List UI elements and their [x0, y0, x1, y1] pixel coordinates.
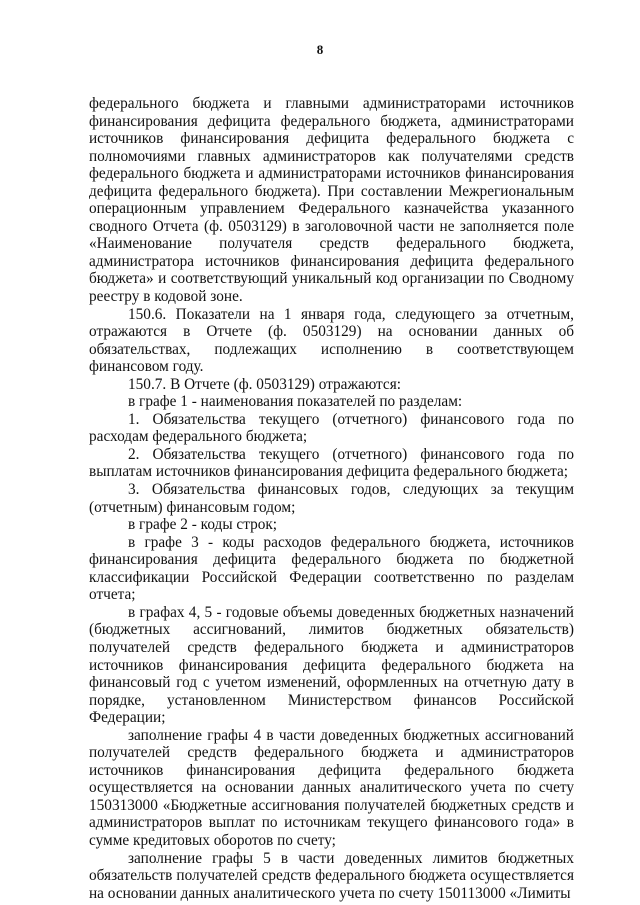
paragraph: заполнение графы 5 в части доведенных лимитов бюджетных обязательств получателей средств федерального бюджета осуществляется на основании данных аналитического учета по счету 150113000 «Лимиты	[89, 849, 574, 902]
paragraph: заполнение графы 4 в части доведенных бюджетных ассигнований получателей средств федерального бюджета и администраторов источников финансирования дефицита федерального бюджета осуществляется на основании данных аналитического учета по счету 150313000 «Бюджетные ассигнования получателей бюджетных средств и администраторов выплат по источникам текущего финансового года» в сумме кредитовых оборотов по счету;	[89, 726, 574, 849]
body-text	[89, 95, 574, 902]
paragraph: в графе 2 - коды строк;	[128, 516, 278, 534]
paragraph: в графе 1 - наименования показателей по разделам:	[128, 393, 463, 411]
paragraph: в графах 4, 5 - годовые объемы доведенных бюджетных назначений (бюджетных ассигнований, лимитов бюджетных обязательств) получателей средств федерального бюджета и администраторов источников финансирования дефицита федерального бюджета на финансовый год с учетом изменений, оформленных на отчетную дату в порядке, установленном Министерством финансов Российской Федерации;	[89, 603, 574, 727]
paragraph: 3. Обязательства финансовых годов, следующих за текущим (отчетным) финансовым годом;	[89, 481, 574, 516]
paragraph: 150.6. Показатели на 1 января года, следующего за отчетным, отражаются в Отчете (ф. 0503129) на основании данных об обязательствах, подлежащих исполнению в соответствующем финансовом году.	[89, 305, 574, 376]
paragraph: 150.7. В Отчете (ф. 0503129) отражаются:	[128, 375, 402, 393]
paragraph: в графе 3 - коды расходов федерального бюджета, источников финансирования дефицита федерального бюджета по бюджетной классификации Российской Федерации соответственно по разделам отчета;	[89, 533, 574, 604]
paragraph: федерального бюджета и главными администраторами источников финансирования дефицита федерального бюджета, администраторами источников финансирования дефицита федерального бюджета с полномочиями главных администраторов как получателями средств федерального бюджета и администраторами источников финансирования дефицита федерального бюджета). При составлении Межрегиональным операционным управлением Федерального казначейства указанного сводного Отчета (ф. 0503129) в заголовочной части не заполняется поле «Наименование получателя средств федерального бюджета, администратора источников финансирования дефицита федерального бюджета» и соответствующий уникальный код организации по Сводному реестру в кодовой зоне.	[89, 95, 574, 306]
paragraph: 2. Обязательства текущего (отчетного) финансового года по выплатам источников финансирования дефицита федерального бюджета;	[89, 445, 574, 481]
paragraph: 1. Обязательства текущего (отчетного) финансового года по расходам федерального бюджета;	[89, 410, 574, 446]
page-number: 8	[316, 42, 324, 57]
